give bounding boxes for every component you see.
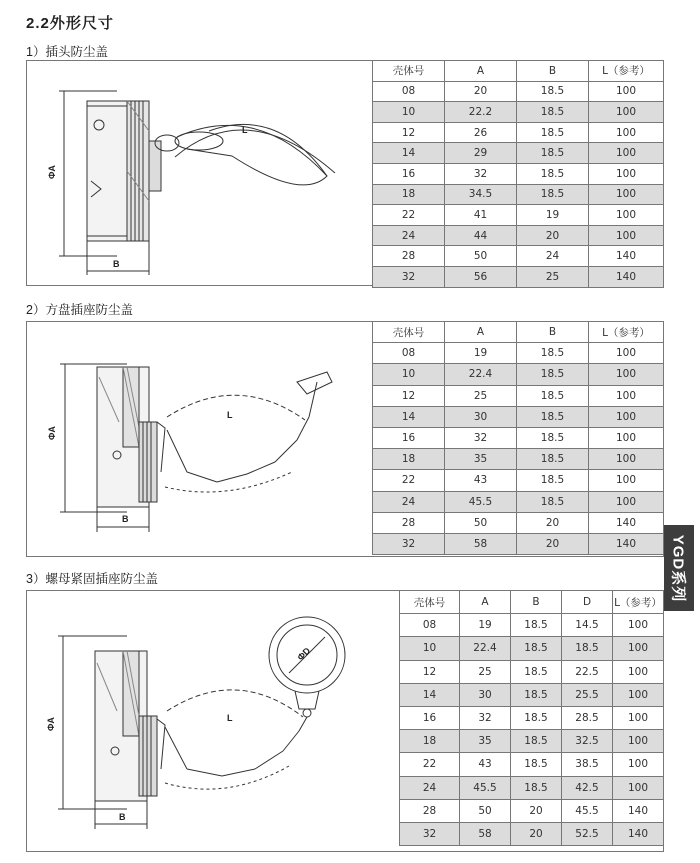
table-cell: 18.5 [511,683,562,706]
table-cell: 26 [445,122,517,143]
table-cell: 56 [445,266,517,287]
table-cell: 100 [613,637,664,660]
dim-label-a: ΦA [47,426,57,440]
table-cell: 100 [613,660,664,683]
dim-label-a: ΦA [47,165,57,179]
table-cell: 45.5 [562,799,613,822]
table-cell: 100 [589,427,664,448]
table-cell: 18.5 [517,102,589,123]
table-header-cell: L（参考） [613,591,664,614]
table-cell: 18.5 [517,81,589,102]
table-cell: 24 [517,246,589,267]
table-cell: 32 [373,266,445,287]
table-cell: 25 [460,660,511,683]
table-cell: 22.2 [445,102,517,123]
table-cell: 22.5 [562,660,613,683]
table-cell: 08 [400,614,460,637]
table-cell: 18.5 [517,470,589,491]
table-cell: 38.5 [562,753,613,776]
table-cell: 18.5 [511,776,562,799]
table-cell: 18.5 [517,364,589,385]
table-cell: 16 [373,427,445,448]
table-cell: 18.5 [517,343,589,364]
section-2-title: 2）方盘插座防尘盖 [26,303,133,317]
table-cell: 32.5 [562,730,613,753]
table-cell: 20 [511,822,562,845]
table-cell: 100 [589,385,664,406]
table-cell: 50 [445,512,517,533]
table-cell: 100 [589,143,664,164]
table-row [373,427,664,448]
table-row [400,637,664,660]
table-row [400,753,664,776]
table-cell: 100 [613,730,664,753]
table-cell: 32 [460,706,511,729]
table-header-cell: B [517,61,589,82]
table-cell: 100 [589,102,664,123]
table-row [373,184,664,205]
table-cell: 45.5 [460,776,511,799]
table-cell: 10 [373,364,445,385]
table-cell: 18 [373,184,445,205]
table-cell: 18.5 [511,637,562,660]
table-cell: 30 [445,406,517,427]
table-row [373,102,664,123]
table-cell: 100 [589,406,664,427]
table-cell: 100 [613,776,664,799]
section-1-panel [26,60,664,286]
table-header-cell: L（参考） [589,322,664,343]
table-cell: 28 [400,799,460,822]
table-cell: 140 [589,533,664,554]
table-cell: 24 [373,225,445,246]
nut-receptacle-cap-drawing [27,591,399,853]
table-cell: 18 [373,449,445,470]
table-cell: 18.5 [517,122,589,143]
table-row [400,660,664,683]
table-cell: 100 [613,683,664,706]
table-row [373,470,664,491]
table-cell: 12 [400,660,460,683]
table-cell: 50 [445,246,517,267]
table-cell: 18.5 [517,406,589,427]
table-row [373,343,664,364]
table-cell: 14 [373,143,445,164]
table-cell: 58 [445,533,517,554]
table-cell: 18.5 [517,385,589,406]
table-cell: 100 [589,163,664,184]
dim-label-l: L [227,713,233,723]
table-row [400,822,664,845]
dim-label-a: ΦA [46,717,56,731]
dim-label-d: ΦD [295,645,313,663]
table-cell: 140 [589,246,664,267]
table-cell: 100 [589,364,664,385]
table-cell: 18.5 [517,143,589,164]
table-cell: 25.5 [562,683,613,706]
table-row [373,163,664,184]
dim-label-b: B [113,259,120,269]
table-cell: 18.5 [511,730,562,753]
table-cell: 18.5 [517,491,589,512]
table-cell: 20 [511,799,562,822]
table-cell: 22 [400,753,460,776]
table-row [373,122,664,143]
table-cell: 43 [445,470,517,491]
table-cell: 140 [589,266,664,287]
table-row [400,776,664,799]
flange-receptacle-cap-drawing [27,322,372,558]
section-2-panel [26,321,664,557]
table-cell: 52.5 [562,822,613,845]
table-cell: 35 [460,730,511,753]
table-row [373,225,664,246]
table-row [400,799,664,822]
table-cell: 22.4 [460,637,511,660]
table-cell: 20 [517,533,589,554]
table-cell: 100 [613,753,664,776]
table-row [373,81,664,102]
table-cell: 100 [613,706,664,729]
table-cell: 22 [373,470,445,491]
section-3-title: 3）螺母紧固插座防尘盖 [26,572,158,586]
table-cell: 14 [373,406,445,427]
table-row [400,730,664,753]
table-cell: 22.4 [445,364,517,385]
table-row [373,533,664,554]
table-row [373,364,664,385]
table-cell: 32 [400,822,460,845]
section-1-title: 1）插头防尘盖 [26,45,108,59]
table-cell: 25 [517,266,589,287]
table-header-cell: D [562,591,613,614]
table-cell: 100 [589,491,664,512]
table-row [373,205,664,226]
table-cell: 100 [613,614,664,637]
table-cell: 35 [445,449,517,470]
table-cell: 30 [460,683,511,706]
table-cell: 08 [373,343,445,364]
table-header-cell: A [445,61,517,82]
table-cell: 16 [400,706,460,729]
table-cell: 19 [460,614,511,637]
table-cell: 18.5 [562,637,613,660]
table-row [373,143,664,164]
table-cell: 18.5 [511,753,562,776]
table-row [400,683,664,706]
table-cell: 14 [400,683,460,706]
series-side-tab [664,525,694,611]
table-row [373,385,664,406]
table-cell: 28 [373,512,445,533]
table-cell: 32 [445,163,517,184]
table-cell: 140 [613,799,664,822]
table-cell: 20 [445,81,517,102]
table-cell: 140 [613,822,664,845]
table-cell: 32 [373,533,445,554]
table-row [373,246,664,267]
table-cell: 18.5 [511,660,562,683]
dim-label-l: L [227,410,233,420]
table-cell: 100 [589,225,664,246]
section-3-panel [26,590,664,852]
table-cell: 19 [445,343,517,364]
table-row [400,706,664,729]
spec-table-2 [372,321,664,555]
table-row [373,449,664,470]
table-header-cell: 壳体号 [400,591,460,614]
table-cell: 18.5 [517,427,589,448]
table-cell: 08 [373,81,445,102]
table-cell: 140 [589,512,664,533]
table-cell: 25 [445,385,517,406]
table-cell: 28 [373,246,445,267]
table-cell: 24 [373,491,445,512]
table-cell: 50 [460,799,511,822]
table-header-row [373,61,664,82]
table-cell: 34.5 [445,184,517,205]
table-row [373,512,664,533]
table-row [373,406,664,427]
table-cell: 18.5 [517,449,589,470]
table-header-cell: B [517,322,589,343]
table-header-cell: 壳体号 [373,322,445,343]
table-cell: 100 [589,449,664,470]
table-cell: 10 [373,102,445,123]
table-cell: 100 [589,205,664,226]
table-cell: 18.5 [511,614,562,637]
table-row [373,491,664,512]
table-header-row [400,591,664,614]
table-cell: 29 [445,143,517,164]
table-cell: 32 [445,427,517,448]
table-cell: 45.5 [445,491,517,512]
table-row [373,266,664,287]
table-cell: 19 [517,205,589,226]
table-cell: 22 [373,205,445,226]
table-cell: 18.5 [517,184,589,205]
spec-table-1 [372,60,664,288]
table-header-cell: A [445,322,517,343]
table-header-row [373,322,664,343]
table-cell: 14.5 [562,614,613,637]
table-cell: 100 [589,184,664,205]
table-cell: 100 [589,122,664,143]
table-header-cell: L（参考） [589,61,664,82]
spec-table-3 [399,590,664,846]
table-cell: 100 [589,470,664,491]
plug-cap-drawing [27,61,372,287]
table-cell: 24 [400,776,460,799]
dim-label-b: B [122,514,129,524]
table-cell: 20 [517,225,589,246]
table-cell: 44 [445,225,517,246]
table-cell: 12 [373,122,445,143]
table-cell: 41 [445,205,517,226]
table-cell: 43 [460,753,511,776]
page-heading: 2.2外形尺寸 [26,15,114,32]
table-cell: 100 [589,343,664,364]
dim-label-b: B [119,812,126,822]
table-cell: 12 [373,385,445,406]
table-cell: 18.5 [511,706,562,729]
table-cell: 42.5 [562,776,613,799]
table-cell: 28.5 [562,706,613,729]
table-row [400,614,664,637]
series-side-tab-label: YGD系列 [669,534,687,602]
dim-label-l: L [242,125,248,135]
table-cell: 10 [400,637,460,660]
table-cell: 58 [460,822,511,845]
table-header-cell: B [511,591,562,614]
table-cell: 18 [400,730,460,753]
table-header-cell: A [460,591,511,614]
table-header-cell: 壳体号 [373,61,445,82]
table-cell: 100 [589,81,664,102]
table-cell: 20 [517,512,589,533]
table-cell: 18.5 [517,163,589,184]
table-cell: 16 [373,163,445,184]
